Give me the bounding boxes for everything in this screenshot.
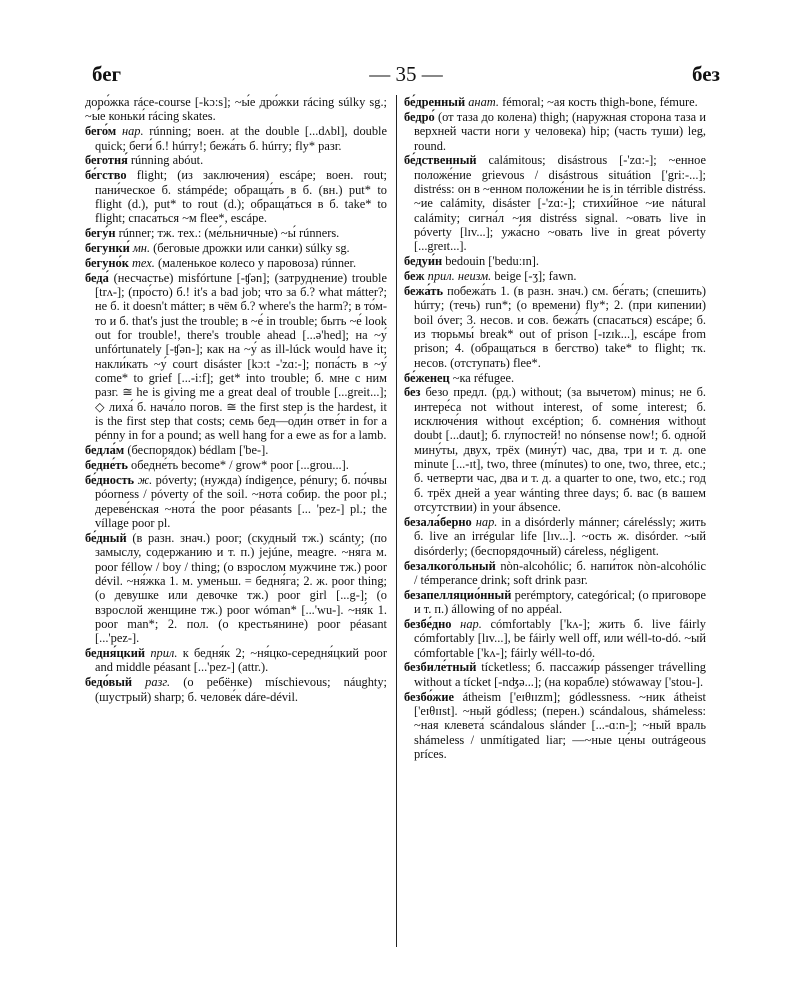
dictionary-entry	[85, 256, 387, 270]
grammar-label: прил.	[150, 646, 178, 661]
headword: беж	[404, 269, 425, 284]
headword: бе́дренный	[404, 95, 466, 109]
definition: bedouin ['beduːɪn].	[445, 254, 539, 269]
headword: бежа́ть	[404, 283, 444, 298]
headword: бедро́	[404, 109, 435, 124]
dictionary-entry	[85, 531, 387, 646]
left-guide-word: бег	[92, 62, 122, 86]
dictionary-entry	[85, 241, 387, 255]
grammar-label: тех.	[131, 255, 155, 270]
dictionary-entry	[404, 371, 706, 385]
definition: ~ка réfugee.	[452, 370, 515, 385]
dictionary-entry	[404, 617, 706, 660]
grammar-label: нар.	[475, 514, 498, 529]
headword: без	[404, 385, 421, 400]
dictionary-entry	[404, 153, 706, 253]
definition: к бедня́к 2; ~ня́цко-середня́цкий poor and middle péasant [...'pez-] (attr.).	[95, 646, 387, 675]
dictionary-entry	[85, 646, 387, 675]
headword: бе́дность	[85, 472, 135, 487]
dictionary-entry	[85, 168, 387, 225]
grammar-label: разг.	[145, 675, 171, 690]
definition: (несчастье) misfórtune [-ʧən]; (затруднение) trouble [trʌ-]; (про́сто) б.! it's a bad job; что за б.? what mátter?; не б. it doesn't mátter; в чём б.? where's the harm?; в то́м-то и б. that's just the trouble; в ~е́ in trouble; быть ~е́ look out for trouble!, there's trouble ahead [...ə'hed]; на ~у́ unfórtunately [-ʧən-]; как на ~у́ as ill-lúck would have it; накли́кать ~у́ court disáster [kɔ:t -'zɑ:-]; попа́сть в ~у́ come* to grief [...-i:f]; get* into trouble; б. мне с ним разг. ≅ he is giving me a great deal of trouble [...greit...]; ◇ лиха́ б. нача́ло погов. ≅ the first step is the hardest, it is the first step that costs; семь бед—оди́н отве́т in for a pénny in for a pound; as well hang for a ewe as for a lamb.	[95, 270, 387, 443]
column-divider	[396, 95, 397, 947]
left-column	[85, 95, 387, 704]
headword: бегуно́к	[85, 255, 129, 270]
definition: rúnning abóut.	[130, 153, 204, 168]
page-header	[92, 62, 720, 84]
headword: безбо́жие	[404, 689, 455, 704]
definition: (маленькое колесо у паровоза) rúnner.	[157, 255, 357, 270]
dictionary-entry	[404, 269, 706, 283]
dictionary-entry	[404, 284, 706, 370]
page-number: — 35 —	[369, 62, 443, 86]
right-column	[404, 95, 706, 762]
definition: (о ребёнке) míschievous; náughty; (шустрый) sharp; б. челове́к dáre-dévil.	[95, 675, 387, 704]
definition: beige [-ʒ]; fawn.	[494, 269, 577, 284]
definition: cómfortably ['kʌ-]; жить б. live fáirly cómfortably [lɪv...], be fáirly well off, или wéll-to-dó. ~ый cómfortable ['kʌ-]; fáirly wéll-to-dó.	[414, 616, 706, 660]
right-guide-word: без	[692, 62, 720, 86]
headword: безбиле́тный	[404, 660, 477, 675]
headword: беда́	[85, 270, 109, 285]
dictionary-entry	[404, 110, 706, 153]
definition: rúnning; воен. at the double [...dʌbl], double quick; беги́ б.! húrry!; бежа́ть б. húrry; fly* разг.	[95, 124, 387, 153]
dictionary-entry	[404, 660, 706, 689]
headword: бедне́ть	[85, 458, 128, 473]
definition: (от таза до колена) thigh; (наружная сторона таза и верхней части ноги у человека) hip; (часть туши) leg, round.	[414, 109, 706, 153]
definition: átheism ['eɪθɪɪzm]; gódlessness. ~ник átheist ['eɪθɪɪst]. ~ный gódless; (перен.) scándalous, shámeless: ~ная клевета́ scándalous slánder [...-ɑ:n-]; ~ный враль shámeless / unmítigated liar; —~ные це́ны outrágeous príces.	[414, 689, 706, 761]
definition: perémptory, categórical; (о приговоре и т. п.) állowing of no appéal.	[414, 587, 706, 617]
headword: бе́женец	[404, 370, 450, 385]
headword: бе́дственный	[404, 153, 477, 168]
headword: бедуи́н	[404, 254, 443, 269]
grammar-label: мн.	[132, 240, 151, 255]
definition: rúnner; тж. тех.: (ме́льничные) ~ы́ rúnners.	[118, 226, 340, 241]
headword: безбе́дно	[404, 616, 452, 631]
dictionary-entry	[85, 443, 387, 457]
dictionary-entry	[404, 559, 706, 588]
headword: бего́м	[85, 124, 117, 139]
dictionary-entry	[404, 254, 706, 268]
definition: fémoral; ~ая кость thigh-bone, fémure.	[502, 95, 698, 109]
dictionary-entry	[85, 473, 387, 530]
definition: flight; (из заключения) escápe; воен. rout; пани́ческое б. stámpéde; обраща́ть в б. (вн.) put* to flight (d.), put* to rout (d.); обраща́ться в б. take* to flight; спаса́ться ~м flee*, escápe.	[95, 168, 387, 226]
definition: tícketless; б. пассажи́р pássenger trávelling without a tícket [-nʤə...]; (на корабле) stówaway ['stou-].	[414, 660, 706, 689]
definition: (беспорядок) bédlam ['be-].	[127, 443, 269, 458]
dictionary-entry	[85, 153, 387, 167]
headword: бедо́вый	[85, 675, 133, 690]
headword: бе́дный	[85, 530, 127, 545]
headword: безалкого́льный	[404, 558, 496, 573]
dictionary-entry	[85, 95, 387, 124]
dictionary-entry	[404, 588, 706, 617]
dictionary-entry	[404, 515, 706, 558]
definition: доро́жка ráce-course [-kɔ:s]; ~ы́е дро́жки rácing súlky sg.; ~ы́е коньки́ rácing skates.	[85, 95, 387, 124]
headword: бегунки́	[85, 240, 130, 255]
grammar-label: анат.	[468, 95, 499, 109]
definition: calámitous; disástrous [-'zɑ:-]; ~енное положе́ние grievous / disástrous situátion ['gri:-...]; distréss: он в ~енном положе́нии he is in térrible distréss. ~ие calámity, disáster [-'zɑ:-]; стихи́йное ~ие nátural calámity; сигна́л ~ия distréss signal. ~овать live in póverty [lɪv...]; ужа́сно ~овать live in great póverty [...greɪt...].	[414, 153, 706, 254]
definition: безо предл. (рд.) without; (за вычетом) minus; не б. интере́са not without interest, of some interest; б. исключе́ния without excéption; б. сомне́ния without doubt [...daut]; б. глу́постей! no nónsense now!; б. одно́й мину́ты, двух, трёх (мину́т) час, два, три и т. д. one minute [...-ɪt], two, three (mínutes) to one, two, three, etc.; б. четверти час, два и т. д. a quarter to one, two, etc.; год б. трёх дней a year wánting three days; б. вас (в вашем отсутствии) in your ábsence.	[414, 385, 706, 515]
grammar-label: прил. неизм.	[427, 269, 492, 284]
definition: обедне́ть become* / grow* poor [...grou...].	[131, 458, 349, 473]
dictionary-entry	[85, 458, 387, 472]
dictionary-entry	[85, 226, 387, 240]
grammar-label: ж.	[137, 472, 153, 487]
dictionary-entry	[404, 95, 706, 109]
headword: бедня́цкий	[85, 646, 146, 661]
dictionary-entry	[404, 690, 706, 762]
dictionary-entry	[85, 675, 387, 704]
headword: бе́гство	[85, 168, 127, 183]
headword: бедла́м	[85, 443, 125, 458]
definition: (беговые дрожки или санки) súlky sg.	[153, 240, 350, 255]
definition: побежа́ть 1. (в разн. знач.) см. бе́гать; (спешить) húrry; (течь) run*; (о времени) fly*; 2. (при кипении) boil óver; 3. несов. и сов. бежа́ть (спасаться) escápe; б. из тюрьмы́ break* out of prison [-ɪzɪk...], escápe from prison; 4. (обращаться в бегство) take* to flight; тк. несов. (отступать) flee*.	[414, 283, 706, 370]
headword: безала́берно	[404, 514, 472, 529]
headword: бегу́н	[85, 226, 116, 241]
headword: безапелляцио́нный	[404, 587, 512, 602]
dictionary-entry	[85, 124, 387, 153]
dictionary-entry	[404, 385, 706, 514]
definition: póverty; (нужда) índigence, pénury; б. по́чвы póorness / póverty of the soil. ~нота́ собир. the poor pl.; дереве́нская ~нота́ the poor péasants [... 'pez-] pl.; the víllage poor pl.	[95, 472, 387, 530]
definition: nòn-alcohólic; б. напи́ток nòn-alcohólic / témperance drink; soft drink разг.	[414, 558, 706, 587]
headword: беготня́	[85, 153, 128, 168]
dictionary-entry	[85, 271, 387, 443]
definition: (в разн. знач.) poor; (скудный тж.) scánty; (по замыслу, содержанию и т. п.) jejúne, meagre. ~ня́га м. poor féllow / boy / thing; (о взрослом мужчине тж.) poor dévil. ~ня́жка 1. м. уменьш. = бедня́га; 2. ж. poor thing; (о девушке или девочке тж.) poor girl [...g-]; (о взрослой женщине тж.) poor wóman* [...'wu-]. ~ня́к 1. poor man*; 2. пол. (о крестьянине) poor péasant [...'pez-].	[95, 530, 387, 646]
grammar-label: нар.	[121, 124, 144, 139]
definition: in a disórderly mánner; cáreléssly; жить б. live an irrégular life [lɪv...]. ~ость ж. disórder. ~ый disórderly; (беспорядочный) cáreless, négligent.	[414, 514, 706, 558]
grammar-label: нар.	[460, 616, 482, 631]
